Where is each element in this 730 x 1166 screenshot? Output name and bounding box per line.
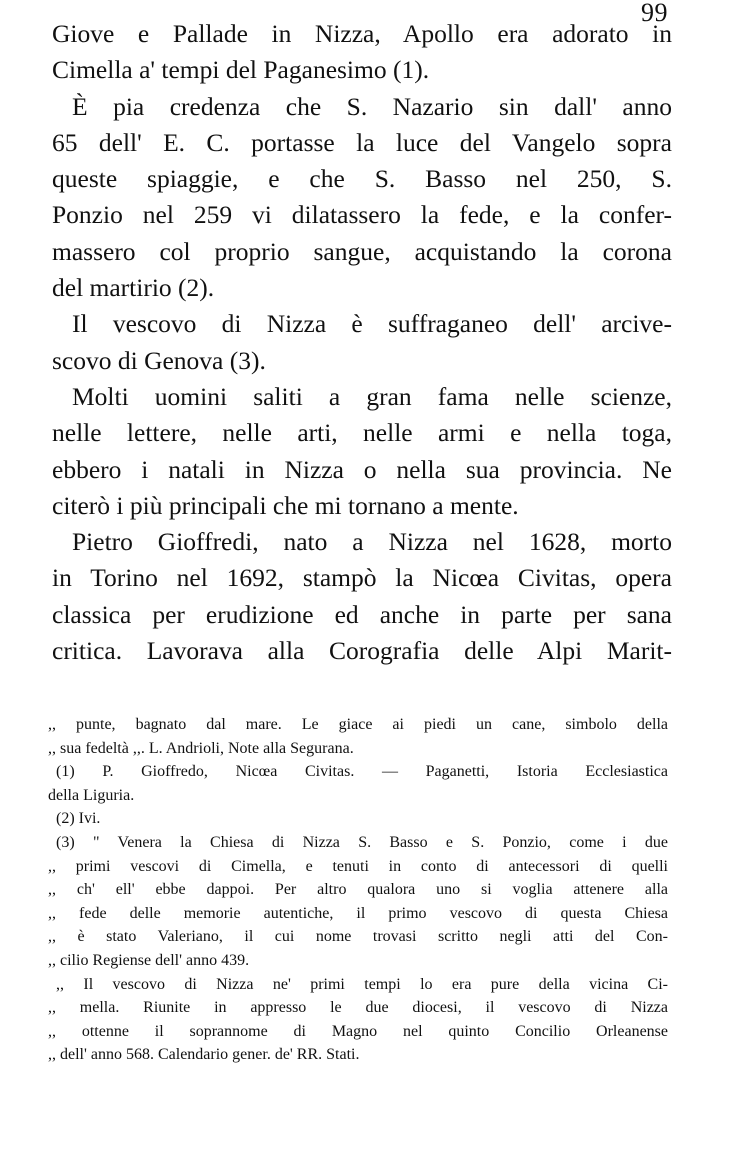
- text-line: Ponzio nel 259 vi dilatassero la fede, e la confer-: [52, 200, 672, 230]
- footnote-line: (3) " Venera la Chiesa di Nizza S. Basso e S. Ponzio, come i due: [56, 833, 668, 851]
- footnote-line: ,, ch' ell' ebbe dappoi. Per altro qualora uno si voglia attenere alla: [48, 881, 668, 899]
- footnote-line: ,, mella. Riunite in appresso le due diocesi, il vescovo di Nizza: [48, 999, 668, 1017]
- footnote-line: ,, dell' anno 568. Calendario gener. de' RR. Stati.: [48, 1046, 360, 1064]
- footnote-line: della Liguria.: [48, 786, 135, 804]
- text-line: massero col proprio sangue, acquistando la corona: [52, 236, 672, 266]
- text-line: Il vescovo di Nizza è suffraganeo dell' arcive-: [72, 309, 672, 339]
- page-number: 99: [641, 0, 668, 27]
- footnote-line: ,, ottenne il soprannome di Magno nel quinto Concilio Orleanense: [48, 1022, 668, 1040]
- text-line: in Torino nel 1692, stampò la Nicœa Civitas, opera: [52, 563, 672, 593]
- text-line: citerò i più principali che mi tornano a mente.: [52, 490, 519, 520]
- text-line: È pia credenza che S. Nazario sin dall' anno: [72, 91, 672, 121]
- text-line: critica. Lavorava alla Corografia delle Alpi Marit-: [52, 636, 672, 666]
- text-line: queste spiaggie, e che S. Basso nel 250, S.: [52, 164, 672, 194]
- footnote-line: ,, sua fedeltà ,,. L. Andrioli, Note alla Segurana.: [48, 739, 354, 757]
- text-line: Cimella a' tempi del Paganesimo (1).: [52, 55, 430, 85]
- text-line: classica per erudizione ed anche in parte per sana: [52, 599, 672, 629]
- text-line: ebbero i natali in Nizza o nella sua provincia. Ne: [52, 454, 672, 484]
- footnote-line: (2) Ivi.: [56, 810, 101, 828]
- footnote-line: (1) P. Gioffredo, Nicœa Civitas. — Paganetti, Istoria Ecclesiastica: [56, 763, 668, 781]
- footnote-line: ,, cilio Regiense dell' anno 439.: [48, 951, 250, 969]
- text-line: 65 dell' E. C. portasse la luce del Vangelo sopra: [52, 127, 672, 157]
- text-line: Pietro Gioffredi, nato a Nizza nel 1628, morto: [72, 527, 672, 557]
- text-line: scovo di Genova (3).: [52, 345, 266, 375]
- main-text-block: [52, 16, 672, 669]
- footnote-line: ,, fede delle memorie autentiche, il primo vescovo di questa Chiesa: [48, 904, 668, 922]
- text-line: del martirio (2).: [52, 273, 215, 303]
- footnote-line: ,, primi vescovi di Cimella, e tenuti in conto di antecessori di quelli: [48, 857, 668, 875]
- footnote-line: ,, è stato Valeriano, il cui nome trovasi scritto negli atti del Con-: [48, 928, 668, 946]
- text-line: Molti uomini saliti a gran fama nelle scienze,: [72, 381, 672, 411]
- text-line: nelle lettere, nelle arti, nelle armi e nella toga,: [52, 418, 672, 448]
- footnotes-block: [48, 713, 668, 1067]
- text-line: Giove e Pallade in Nizza, Apollo era adorato in: [52, 19, 672, 48]
- footnote-line: ,, punte, bagnato dal mare. Le giace ai piedi un cane, simbolo della: [48, 716, 668, 733]
- footnote-line: ,, Il vescovo di Nizza ne' primi tempi lo era pure della vicina Ci-: [56, 975, 668, 993]
